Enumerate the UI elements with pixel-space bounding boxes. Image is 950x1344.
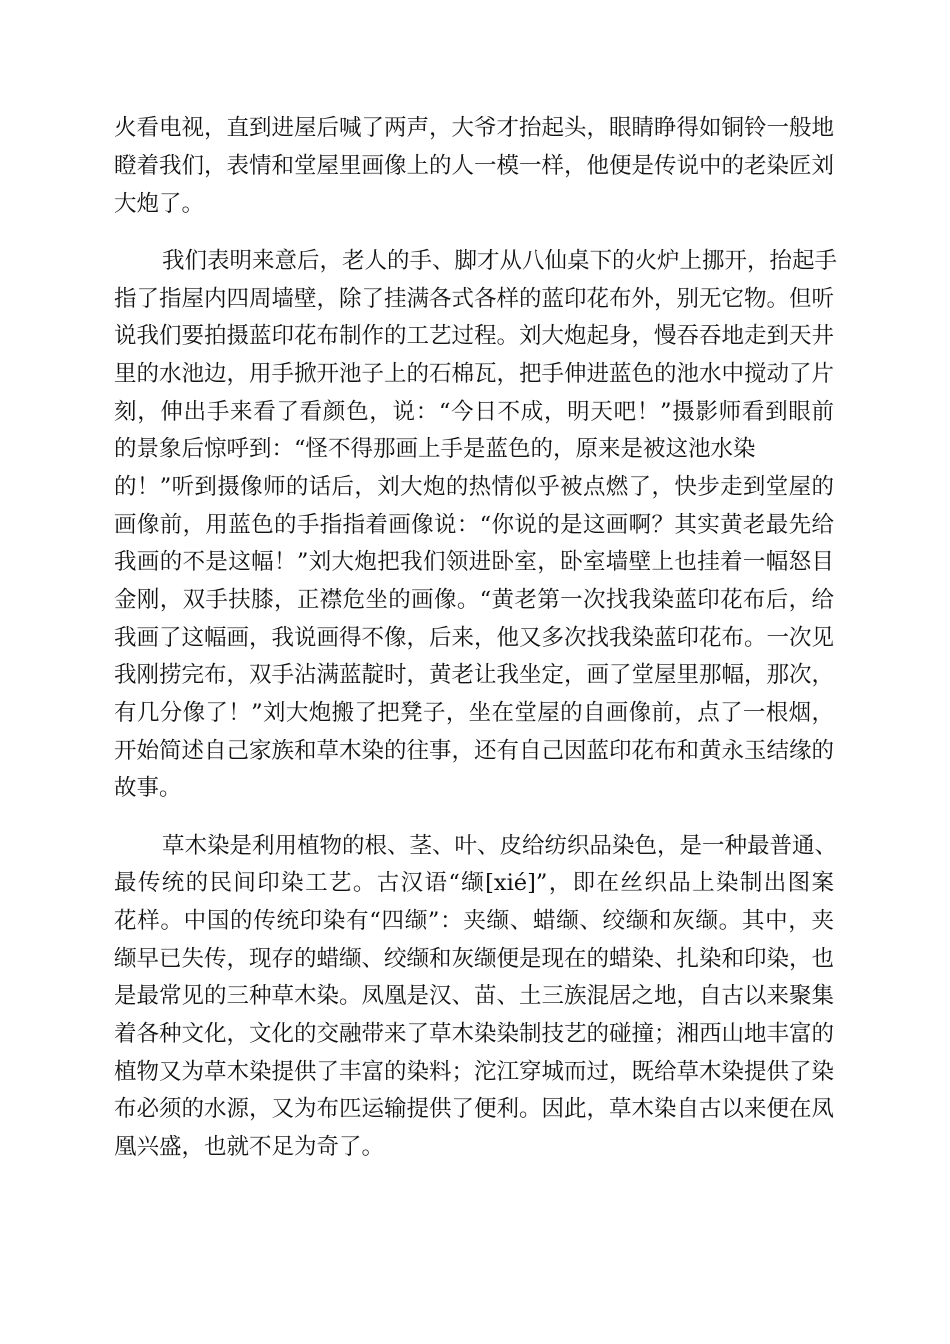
text-line: 缬早已失传，现存的蜡缬、绞缬和灰缬便是现在的蜡染、扎染和印染，也 — [114, 946, 835, 972]
text-line: 我画的不是这幅！”刘大炮把我们领进卧室，卧室墙壁上也挂着一幅怒目 — [114, 549, 834, 575]
text-line: 着各种文化，文化的交融带来了草木染染制技艺的碰撞；湘西山地丰富的 — [114, 1021, 835, 1047]
text-line: 是最常见的三种草木染。凤凰是汉、苗、土三族混居之地，自古以来聚集 — [114, 983, 835, 1009]
text-line: 火看电视，直到进屋后喊了两声，大爷才抬起头，眼睛睁得如铜铃一般地 — [114, 115, 835, 141]
text-line: 的景象后惊呼到：“怪不得那画上手是蓝色的，原来是被这池水染 — [114, 436, 756, 462]
text-line: 开始简述自己家族和草木染的往事，还有自己因蓝印花布和黄永玉结缘的 — [114, 738, 835, 764]
text-line: 花样。中国的传统印染有“四缬”：夹缬、蜡缬、绞缬和灰缬。其中，夹 — [114, 908, 834, 934]
text-line: 里的水池边，用手掀开池子上的石棉瓦，把手伸进蓝色的池水中搅动了片 — [114, 361, 835, 387]
text-line: 大炮了。 — [114, 191, 205, 217]
text-line: 草木染是利用植物的根、茎、叶、皮给纺织品染色，是一种最普通、 — [162, 833, 838, 859]
text-line: 布必须的水源，又为布匹运输提供了便利。因此，草木染自古以来便在凤 — [114, 1096, 835, 1122]
text-line: 刻，伸出手来看了看颜色，说：“今日不成，明天吧！”摄影师看到眼前 — [114, 399, 834, 425]
text-line: 说我们要拍摄蓝印花布制作的工艺过程。刘大炮起身，慢吞吞地走到天井 — [114, 323, 835, 349]
text-line: 凰兴盛，也就不足为奇了。 — [114, 1134, 385, 1160]
text-line: 金刚，双手扶膝，正襟危坐的画像。“黄老第一次找我染蓝印花布后，给 — [114, 587, 834, 613]
text-line: 瞪着我们，表情和堂屋里画像上的人一模一样，他便是传说中的老染匠刘 — [114, 153, 835, 179]
text-line: 的！”听到摄像师的话后，刘大炮的热情似乎被点燃了，快步走到堂屋的 — [114, 474, 834, 500]
text-line: 指了指屋内四周墙壁，除了挂满各式各样的蓝印花布外，别无它物。但听 — [114, 286, 835, 312]
text-line: 我们表明来意后，老人的手、脚才从八仙桌下的火炉上挪开，抬起手 — [162, 248, 838, 274]
text-line: 植物又为草木染提供了丰富的染料；沱江穿城而过，既给草木染提供了染 — [114, 1059, 835, 1085]
text-line: 画像前，用蓝色的手指指着画像说：“你说的是这画啊？其实黄老最先给 — [114, 512, 834, 538]
text-line: 我刚捞完布，双手沾满蓝靛时，黄老让我坐定，画了堂屋里那幅，那次， — [114, 662, 835, 688]
text-line: 最传统的民间印染工艺。古汉语“缬[xié]”，即在丝织品上染制出图案 — [114, 870, 834, 896]
text-line: 故事。 — [114, 775, 182, 801]
text-line: 有几分像了！”刘大炮搬了把凳子，坐在堂屋的自画像前，点了一根烟， — [114, 700, 834, 726]
text-line: 我画了这幅画，我说画得不像，后来，他又多次找我染蓝印花布。一次见 — [114, 625, 835, 651]
